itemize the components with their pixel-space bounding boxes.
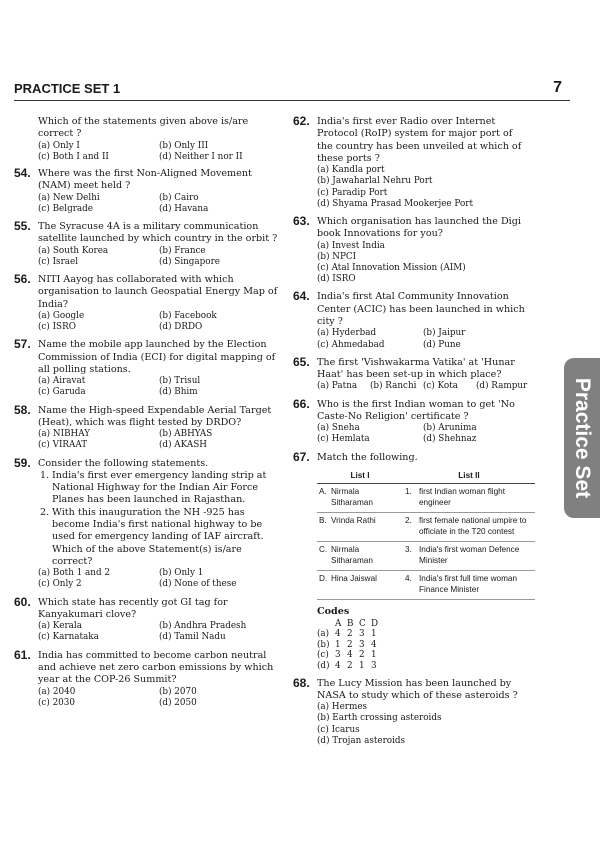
codes-row (317, 629, 529, 640)
code-value: 3 (371, 660, 377, 671)
row-letter: D. (317, 571, 329, 600)
option-c: (c) Ahmedabad (317, 339, 385, 350)
code-value: 2 (347, 629, 353, 640)
codes-header-row (317, 619, 529, 630)
question-number: 60. (14, 594, 31, 609)
row-number: 1. (403, 484, 417, 513)
question-number: 65. (293, 354, 310, 369)
table-row (317, 513, 535, 542)
question-number: 63. (293, 214, 310, 228)
options (317, 702, 529, 747)
question-67 (293, 449, 529, 672)
table-row (317, 542, 535, 571)
statement-list (38, 470, 280, 544)
option-a: (a) NIBHAY (38, 429, 91, 440)
options (38, 193, 280, 215)
list-ii-cell: India's first full time woman Finance Minister (417, 571, 535, 600)
question-text: The first 'Vishwakarma Vatika' at 'Hunar Haat' has been set-up in which place? (317, 356, 515, 380)
question-text: India's first Atal Community Innovation Center (ACIC) has been launched in which city ? (317, 291, 525, 327)
codes-grid (317, 619, 529, 672)
option-b: (b) Andhra Pradesh (159, 621, 247, 632)
question-64 (293, 289, 529, 350)
code-value: 3 (359, 639, 365, 650)
page-number: 7 (553, 79, 562, 96)
option-c: (c) Icarus (317, 724, 360, 735)
question-60 (14, 594, 280, 644)
options (317, 241, 529, 286)
code-option: (c) (317, 650, 329, 661)
option-a: (a) Invest India (317, 240, 385, 251)
left-column (14, 116, 280, 709)
option-b: (b) Ranchi (370, 381, 417, 392)
option-c: (c) Kota (423, 381, 458, 392)
question-number: 58. (14, 402, 31, 417)
codes-corner (317, 619, 335, 630)
question-number: 56. (14, 272, 31, 286)
header-rule (14, 100, 570, 101)
codes-col-c: C (359, 618, 366, 629)
question-text: Which organisation has launched the Digi book Innovations for you? (317, 216, 521, 240)
question-68 (293, 675, 529, 747)
right-column (293, 114, 529, 747)
question-text: Consider the following statements. (38, 457, 209, 469)
list-i-cell: Vrinda Rathi (329, 513, 403, 542)
option-b: (b) 2070 (159, 686, 197, 697)
option-b: (b) Facebook (159, 310, 217, 321)
codes-row (317, 640, 529, 651)
option-d: (d) DRDO (159, 322, 203, 333)
option-b: (b) Jaipur (423, 328, 466, 339)
options (317, 423, 529, 445)
option-b: (b) Arunima (423, 423, 477, 434)
list-ii-cell: first Indian woman flight engineer (417, 484, 535, 513)
codes-col-d: D (371, 618, 379, 629)
question-59 (14, 455, 280, 591)
option-a: (a) Google (38, 310, 85, 321)
option-d: (d) Shyama Prasad Mookerjee Port (317, 198, 474, 209)
options (38, 687, 280, 709)
option-d: (d) AKASH (159, 440, 207, 451)
option-d: (d) Tamil Nadu (159, 632, 226, 643)
option-d: (d) Neither I nor II (159, 151, 243, 162)
code-value: 4 (335, 629, 341, 640)
options (317, 328, 529, 350)
option-a: (a) Kandla port (317, 165, 385, 176)
code-option: (b) (317, 639, 330, 650)
question-number: 54. (14, 166, 31, 180)
question-number: 59. (14, 455, 31, 470)
option-d: (d) Singapore (159, 256, 221, 267)
option-b: (b) Only 1 (159, 568, 204, 579)
option-b: (b) Cairo (159, 192, 199, 203)
options (38, 246, 280, 268)
code-value: 4 (371, 639, 377, 650)
question-text: India has committed to become carbon neutral and achieve net zero carbon emissions by which year at the COP-26 Summit? (38, 649, 274, 686)
options (38, 621, 280, 643)
option-a: (a) Both 1 and 2 (38, 568, 110, 579)
codes-row (317, 650, 529, 661)
code-value: 2 (347, 639, 353, 650)
option-d: (d) 2050 (159, 697, 197, 708)
option-a: (a) Airavat (38, 376, 86, 387)
option-a: (a) Hermes (317, 702, 368, 713)
question-66 (293, 396, 529, 446)
codes-title: Codes (317, 606, 350, 618)
code-value: 2 (359, 650, 365, 661)
question-56 (14, 272, 280, 333)
question-text: Name the mobile app launched by the Election Commission of India (ECI) for digital mapping of all polling stations. (38, 339, 276, 375)
code-value: 3 (335, 650, 341, 661)
option-b: (b) ABHYAS (159, 429, 213, 440)
list-i-cell: Nirmala Sitharaman (329, 542, 403, 571)
question-text: The Lucy Mission has been launched by NASA to study which of these asteroids ? (317, 677, 518, 701)
code-value: 4 (335, 660, 341, 671)
option-c: (c) Garuda (38, 387, 86, 398)
option-a: (a) New Delhi (38, 192, 100, 203)
option-d: (d) Bhim (159, 387, 198, 398)
statement-item (38, 470, 280, 507)
options (38, 311, 280, 333)
question-text: Who is the first Indian woman to get 'No Caste-No Religion' certificate ? (317, 398, 515, 422)
option-c: (c) Both I and II (38, 151, 109, 162)
question-text: Which state has recently got GI tag for Kanyakumari clove? (38, 596, 228, 620)
question-text: Name the High-speed Expendable Aerial Target (Heat), which was flight tested by DRDO? (38, 404, 272, 428)
question-number: 57. (14, 337, 31, 352)
option-b: (b) Trisul (159, 376, 201, 387)
list-i-cell: Nirmala Sitharaman (329, 484, 403, 513)
option-c: (c) 2030 (38, 697, 75, 708)
question-61 (14, 647, 280, 709)
option-a: (a) Patna (317, 381, 358, 392)
question-tail: Which of the above Statement(s) is/are correct? (52, 543, 242, 567)
option-b: (b) Jawaharlal Nehru Port (317, 176, 433, 187)
option-b: (b) Earth crossing asteroids (317, 713, 442, 724)
question-intro (18, 116, 280, 163)
codes-row (317, 661, 529, 672)
row-letter: B. (317, 513, 329, 542)
question-62 (293, 114, 529, 210)
code-value: 4 (347, 650, 353, 661)
option-a: (a) Only I (38, 140, 80, 151)
options (38, 568, 280, 590)
code-option: (d) (317, 660, 330, 671)
side-tab-label: Practice Set (571, 377, 594, 499)
option-c: (c) Paradip Port (317, 187, 388, 198)
option-d: (d) Pune (423, 339, 461, 350)
question-number: 62. (293, 114, 310, 128)
code-value: 1 (371, 650, 377, 661)
row-number: 2. (403, 513, 417, 542)
question-text: India's first ever Radio over Internet Protocol (RoIP) system for major port of the country has been unveiled at which of these ports ? (317, 116, 522, 164)
row-letter: C. (317, 542, 329, 571)
option-b: (b) NPCI (317, 251, 357, 262)
question-65 (293, 354, 529, 393)
option-a: (a) Kerala (38, 621, 82, 632)
question-number: 66. (293, 396, 310, 411)
running-header: PRACTICE SET 1 (14, 81, 121, 96)
statement-number: 2. (40, 506, 50, 518)
question-55 (14, 219, 280, 268)
option-c: (c) Hemlata (317, 434, 370, 445)
list-ii-cell: first female national umpire to officiate in the T20 contest (417, 513, 535, 542)
option-d: (d) Havana (159, 203, 209, 214)
question-54 (14, 166, 280, 215)
options (38, 141, 280, 163)
row-number: 3. (403, 542, 417, 571)
row-number: 4. (403, 571, 417, 600)
table-row (317, 484, 535, 513)
row-letter: A. (317, 484, 329, 513)
code-value: 2 (347, 660, 353, 671)
statement-number: 1. (40, 469, 50, 481)
statement-text: India's first ever emergency landing strip at National Highway for the Indian Air Force Planes has been launched in Rajasthan. (52, 469, 267, 506)
code-value: 3 (359, 629, 365, 640)
question-63 (293, 214, 529, 285)
statement-item (38, 507, 280, 544)
option-d: (d) Shehnaz (423, 434, 477, 445)
option-c: (c) Atal Innovation Mission (AIM) (317, 263, 466, 273)
option-c: (c) Karnataka (38, 632, 99, 643)
question-58 (14, 402, 280, 452)
question-text: Match the following. (317, 451, 418, 463)
options (38, 376, 280, 398)
code-option: (a) (317, 629, 330, 640)
option-c: (c) Belgrade (38, 203, 93, 214)
question-number: 64. (293, 289, 310, 304)
codes-col-a: A (335, 618, 342, 629)
statement-text: With this inauguration the NH -925 has become India's first national highway to be used for emergency landing of IAF aircraft. (52, 506, 264, 543)
list-ii-cell: India's first woman Defence Minister (417, 542, 535, 571)
code-value: 1 (335, 639, 341, 650)
options (317, 165, 529, 210)
code-value: 1 (359, 660, 365, 671)
option-c: (c) Israel (38, 256, 79, 267)
code-value: 1 (371, 629, 377, 640)
option-b: (b) France (159, 245, 206, 256)
question-number: 68. (293, 675, 310, 690)
question-text: Which of the statements given above is/are correct ? (38, 116, 249, 140)
option-d: (d) None of these (159, 579, 237, 590)
list-i-header: List I (317, 470, 403, 484)
option-d: (d) Trojan asteroids (317, 735, 406, 746)
codes-col-b: B (347, 618, 354, 629)
option-c: (c) Only 2 (38, 579, 82, 590)
option-a: (a) South Korea (38, 245, 109, 256)
options (317, 381, 529, 392)
option-c: (c) ISRO (38, 322, 76, 333)
question-text: Where was the first Non-Aligned Movement (NAM) meet held ? (38, 168, 252, 192)
question-text: NITI Aayog has collaborated with which organisation to launch Geospatial Energy Map of India? (38, 274, 278, 310)
match-table (317, 470, 535, 601)
option-b: (b) Only III (159, 140, 209, 151)
option-a: (a) 2040 (38, 686, 76, 697)
question-number: 67. (293, 449, 310, 464)
section-side-tab (564, 358, 600, 518)
question-number: 61. (14, 647, 31, 662)
option-d: (d) ISRO (317, 274, 356, 285)
option-a: (a) Sneha (317, 423, 360, 434)
options (38, 429, 280, 451)
option-a: (a) Hyderbad (317, 328, 377, 339)
option-c: (c) VIRAAT (38, 440, 88, 451)
table-row (317, 571, 535, 600)
question-57 (14, 337, 280, 398)
option-d: (d) Rampur (476, 381, 528, 392)
list-i-cell: Hina Jaiswal (329, 571, 403, 600)
list-ii-header: List II (403, 470, 535, 484)
question-number: 55. (14, 219, 31, 233)
question-text: The Syracuse 4A is a military communication satellite launched by which country in the orbit ? (38, 221, 278, 245)
